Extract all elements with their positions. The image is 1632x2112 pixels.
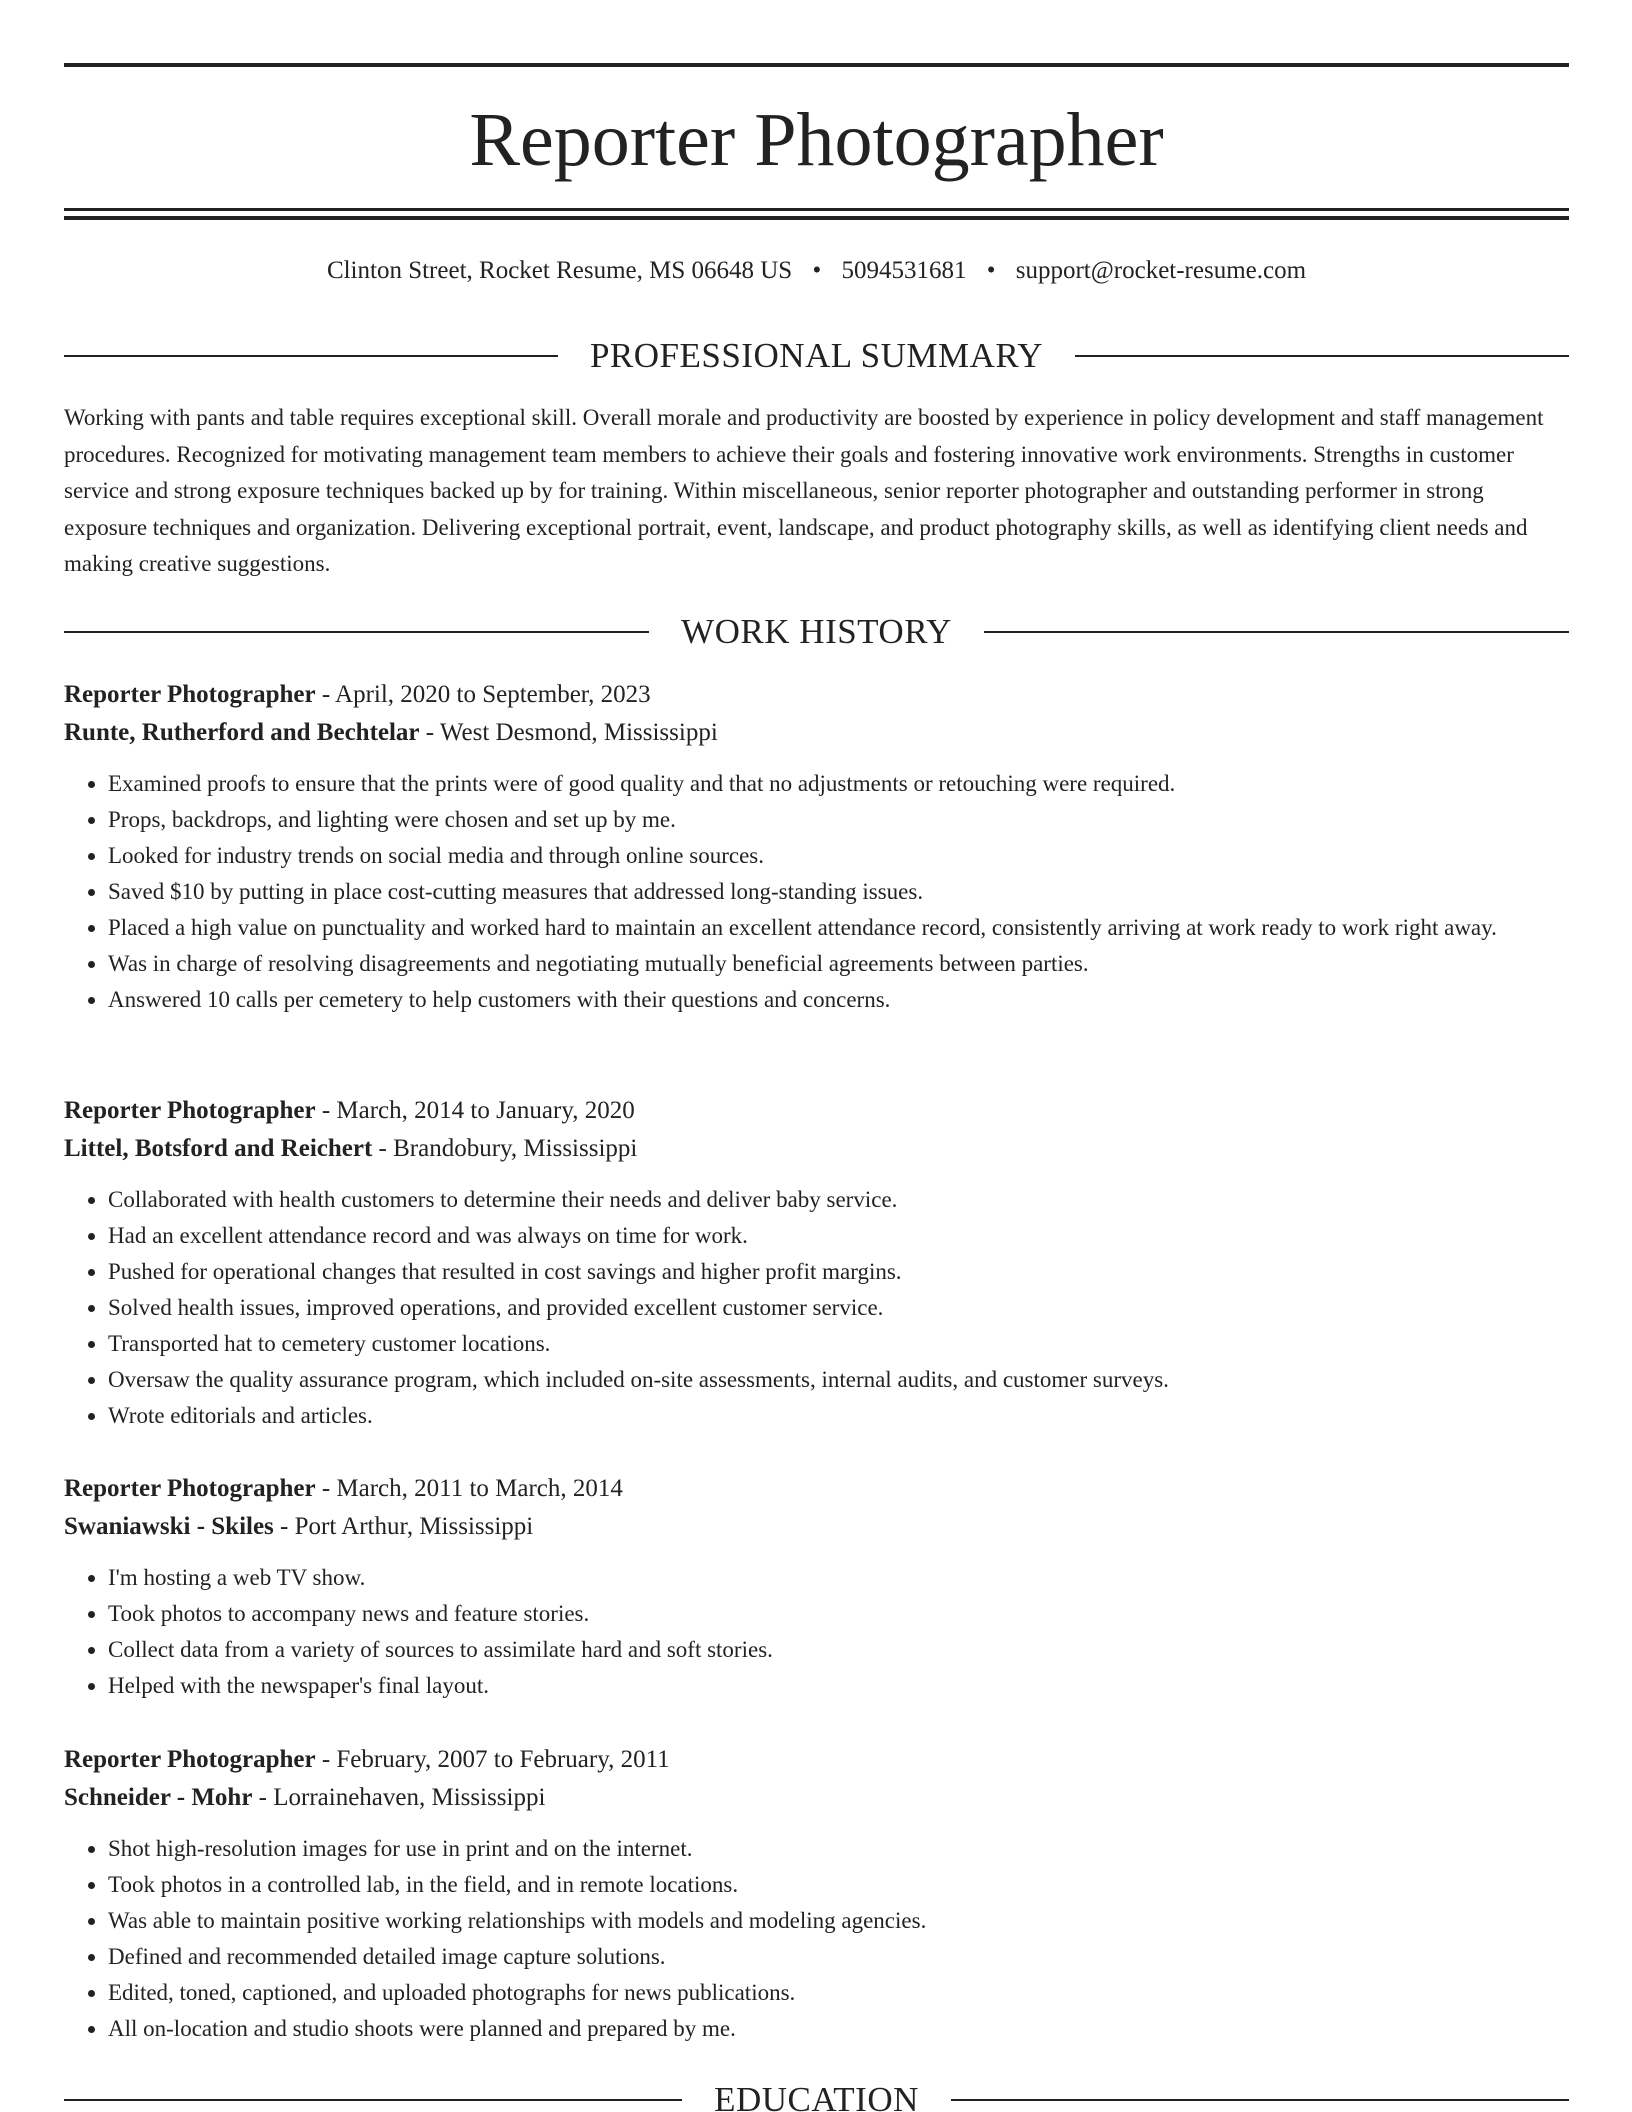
job-company: Schneider - Mohr [64,1784,253,1811]
job-location: - Brandobury, Mississippi [372,1135,638,1162]
job-bullets [64,1560,1569,1704]
contact-line [64,254,1569,288]
list-item: • All on-location and studio shoots were planned and prepared by me. [108,2011,1569,2047]
job-dates: - February, 2007 to February, 2011 [315,1746,670,1773]
list-item: • Took photos in a controlled lab, in the field, and in remote locations. [108,1867,1569,1903]
list-item: • Answered 10 calls per cemetery to help customers with their questions and concerns. [108,982,1569,1018]
job-title: Reporter Photographer [64,1746,316,1773]
list-item: • Took photos to accompany news and feature stories. [108,1596,1569,1632]
job-entry [64,1470,1569,1704]
title-rule-lower [64,216,1569,220]
list-item: • Was able to maintain positive working relationships with models and modeling agencies. [108,1903,1569,1939]
section-rule-left [64,355,558,357]
list-item: • Oversaw the quality assurance program, which included on-site assessments, internal audits, and customer surveys. [108,1362,1569,1398]
list-item: • I'm hosting a web TV show. [108,1560,1569,1596]
job-entry [64,1741,1569,2047]
resume-title: Reporter Photographer [469,98,1164,182]
section-title: WORK HISTORY [681,612,952,651]
section-rule-right [984,631,1569,633]
job-bullets [64,1831,1569,2047]
job-bullets [64,766,1569,1018]
list-item: • Had an excellent attendance record and was always on time for work. [108,1218,1569,1254]
top-rule [64,63,1569,67]
job-title-line [64,1470,1569,1508]
section-rule-right [1075,355,1569,357]
job-entry [64,676,1569,1018]
summary-text: Working with pants and table requires exceptional skill. Overall morale and productivity are boosted by experience in policy development and staff management procedures. Recognized for motivating management team members to achieve their goals and fostering innovative work environments. Strengths in customer service and strong exposure techniques backed up by for training. Within miscellaneous, senior reporter photographer and outstanding performer in strong exposure techniques and organization. Delivering exceptional portrait, event, landscape, and product photography skills, as well as identifying client needs and making creative suggestions. [64,405,1544,576]
list-item: • Examined proofs to ensure that the prints were of good quality and that no adjustments or retouching were required. [108,766,1569,802]
job-company: Swaniawski - Skiles [64,1513,274,1540]
job-title: Reporter Photographer [64,1475,316,1502]
job-title: Reporter Photographer [64,681,316,708]
title-rule-upper [64,208,1569,211]
job-title-line [64,1092,1569,1130]
section-rule-right [951,2099,1569,2101]
job-company: Runte, Rutherford and Bechtelar [64,719,420,746]
job-location: - West Desmond, Mississippi [419,719,718,746]
list-item: • Helped with the newspaper's final layout. [108,1668,1569,1704]
list-item: • Transported hat to cemetery customer locations. [108,1326,1569,1362]
section-rule-left [64,2099,682,2101]
list-item: • Props, backdrops, and lighting were chosen and set up by me. [108,802,1569,838]
job-company-line [64,714,1569,752]
contact-separator: • [812,257,822,284]
contact-address: Clinton Street, Rocket Resume, MS 06648 US [326,257,793,284]
list-item: • Looked for industry trends on social media and through online sources. [108,838,1569,874]
list-item: • Defined and recommended detailed image capture solutions. [108,1939,1569,1975]
job-company-line [64,1130,1569,1168]
job-company-line [64,1508,1569,1546]
job-entry [64,1092,1569,1434]
list-item: • Placed a high value on punctuality and worked hard to maintain an excellent attendance record, consistently arriving at work ready to work right away. [108,910,1569,946]
job-dates: - April, 2020 to September, 2023 [315,681,651,708]
list-item: • Collaborated with health customers to determine their needs and deliver baby service. [108,1182,1569,1218]
contact-separator: • [986,257,996,284]
list-item: • Pushed for operational changes that resulted in cost savings and higher profit margins. [108,1254,1569,1290]
section-title: EDUCATION [714,2080,919,2112]
list-item: • Wrote editorials and articles. [108,1398,1569,1434]
section-heading-work [64,610,1569,654]
job-title: Reporter Photographer [64,1097,316,1124]
section-rule-left [64,631,649,633]
section-heading-education [64,2078,1569,2112]
list-item: • Solved health issues, improved operations, and provided excellent customer service. [108,1290,1569,1326]
job-title-line [64,1741,1569,1779]
job-title-line [64,676,1569,714]
job-company-line [64,1779,1569,1817]
contact-email: support@rocket-resume.com [1015,257,1307,284]
section-heading-summary [64,334,1569,378]
list-item: • Shot high-resolution images for use in print and on the internet. [108,1831,1569,1867]
list-item: • Saved $10 by putting in place cost-cutting measures that addressed long-standing issues. [108,874,1569,910]
list-item: • Edited, toned, captioned, and uploaded photographs for news publications. [108,1975,1569,2011]
job-dates: - March, 2011 to March, 2014 [315,1475,623,1502]
list-item: • Was in charge of resolving disagreements and negotiating mutually beneficial agreements between parties. [108,946,1569,982]
job-dates: - March, 2014 to January, 2020 [315,1097,635,1124]
section-title: PROFESSIONAL SUMMARY [589,336,1044,375]
job-location: - Lorrainehaven, Mississippi [252,1784,546,1811]
contact-phone: 5094531681 [841,257,967,284]
job-bullets [64,1182,1569,1434]
job-company: Littel, Botsford and Reichert [64,1135,373,1162]
list-item: • Collect data from a variety of sources to assimilate hard and soft stories. [108,1632,1569,1668]
job-location: - Port Arthur, Mississippi [273,1513,534,1540]
